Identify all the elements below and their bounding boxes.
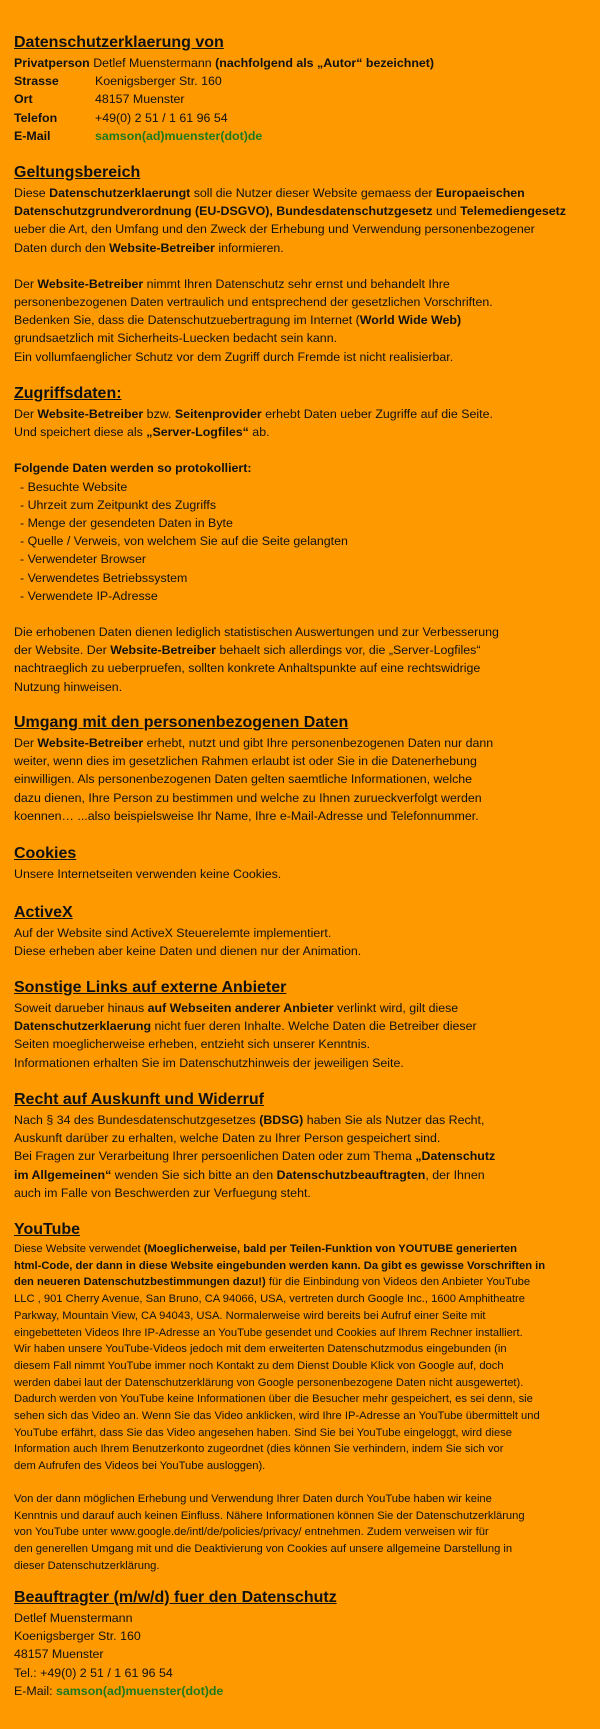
protocol-list-title: Folgende Daten werden so protokolliert: — [14, 461, 252, 476]
geltung-section: Geltungsbereich Diese Datenschutzerklaerungt soll die Nutzer dieser Website gemaess der Europaeischen Datenschutzgrundverordnung (EU-DSGVO), Bundesdatenschutzgesetz und Telemediengesetz ueber die Art, den Umfang und den Zweck der Erhebung und Verwendung personenbezogener Daten durch den Website-Betreiber informieren. Der Website-Betreiber nimmt Ihren Datenschutz sehr ernst und behandelt Ihre personenbezogenen Daten vertraulich und entsprechend der gesetzlichen Vorschriften. Bedenken Sie, dass die Datenschutzuebertragung im Internet (World Wide Web) grundsaetzlich mit Sicherheits-Luecken bedacht sein kann. Ein vollumfaenglicher Schutz vor dem Zugriff durch Fremde ist nicht realisierbar. — [14, 162, 588, 366]
beauftragter-section: Beauftragter (m/w/d) fuer den Datenschutz Detlef Muenstermann Koenigsberger Str. 160 48157 Muenster Tel.: +49(0) 2 51 / 1 61 96 54 E-Mail: samson(ad)muenster(dot)de — [14, 1587, 588, 1700]
street-row: Strasse Koenigsberger Str. 160 — [14, 74, 222, 89]
city-row: Ort 48157 Muenster — [14, 92, 185, 107]
umgang-section: Umgang mit den personenbezogenen Daten Der Website-Betreiber erhebt, nutzt und gibt Ihre personenbezogenen Daten nur dann weiter, wenn dies im gesetzlichen Rahmen erlaubt ist oder Sie in die Datenerhebung einwilligen. Als personenbezogenen Daten gelten saemtliche Informationen, welche dazu dienen, Ihre Person zu bestimmen und welche zu Ihnen zurueckverfolgt werden koennen… ...also beispielsweise Ihr Name, Ihre e-Mail-Adresse und Telefonnummer. — [14, 712, 588, 825]
intro-heading: Datenschutzerklaerung von — [14, 34, 224, 51]
list-item: - Uhrzeit zum Zeitpunkt des Zugriffs — [20, 497, 217, 512]
list-item: - Besuchte Website — [20, 479, 128, 494]
phone-row: Telefon +49(0) 2 51 / 1 61 96 54 — [14, 110, 228, 125]
list-item: - Verwendeter Browser — [20, 552, 147, 567]
zugriff-heading: Zugriffsdaten: — [14, 385, 122, 402]
person-line: Privatperson Detlef Muenstermann (nachfolgend als „Autor“ bezeichnet) — [14, 56, 435, 70]
activex-heading: ActiveX — [14, 904, 73, 921]
email-link[interactable]: samson(ad)muenster(dot)de — [95, 128, 263, 143]
cookies-section: Cookies Unsere Internetseiten verwenden keine Cookies. — [14, 843, 588, 883]
zugriff-section: Zugriffsdaten: Der Website-Betreiber bzw. Seitenprovider erhebt Daten ueber Zugriffe auf die Seite. Und speichert diese als „Server-Logfiles“ ab. Folgende Daten werden so protokolliert: - Besuchte Website - Uhrzeit zum Zeitpunkt des Zugriffs - Menge der gesendeten Daten in Byte - Quelle / Verweis, von welchem Sie auf die Seite gelangten - Verwendeter Browser - Verwendetes Betriebssystem - Verwendete IP-Adresse Die erhobenen Daten dienen lediglich statistischen Auswertungen und zur Verbesserung der Website. Der Website-Betreiber behaelt sich allerdings vor, die „Server-Logfiles“ nachtraeglich zu ueberpruefen, sollten konkrete Anhaltspunkte auf eine rechtswidrige Nutzung hinweisen. — [14, 383, 588, 696]
list-item: - Verwendetes Betriebssystem — [20, 570, 188, 585]
intro-section — [14, 32, 588, 145]
links-heading: Sonstige Links auf externe Anbieter — [14, 979, 287, 996]
geltung-heading: Geltungsbereich — [14, 164, 141, 181]
beauftragter-heading: Beauftragter (m/w/d) fuer den Datenschutz — [14, 1589, 337, 1606]
youtube-section: YouTube Diese Website verwendet (Moeglicherweise, bald per Teilen-Funktion von YOUTUBE generierten html-Code, der dann in diese Website eingebunden werden kann. Da gibt es gewisse Vorschriften in den neueren Datenschutzbestimmungen dazu!) für die Einbindung von Videos den Anbieter YouTube LLC , 901 Cherry Avenue, San Bruno, CA 94066, USA, vertreten durch Google Inc., 1600 Amphitheatre Parkway, Mountain View, CA 94043, USA. Normalerweise wird bereits bei Aufruf einer Seite mit eingebetteten Videos Ihre IP-Adresse an YouTube gesendet und Cookies auf Ihrem Rechner installiert. Wir haben unsere YouTube-Videos jedoch mit dem erweiterten Datenschutzmodus eingebunden (in diesem Fall nimmt YouTube immer noch Kontakt zu dem Dienst Double Klick von Google auf, doch werden dabei laut der Datenschutzerklärung von Google personenbezogene Daten nicht ausgewertet). Dadurch werden von YouTube keine Informationen über die Besucher mehr gespeichert, es sei denn, sie sehen sich das Video an. Wenn Sie das Video anklicken, wird Ihre IP-Adresse an YouTube übermittelt und YouTube erfährt, dass Sie das Video angesehen haben. Sind Sie bei YouTube eingeloggt, wird diese Information auch Ihrem Benutzerkonto zugeordnet (dies können Sie verhindern, indem Sie sich vor dem Aufrufen des Videos bei YouTube ausloggen). Von der dann möglichen Erhebung und Verwendung Ihrer Daten durch YouTube haben wir keine Kenntnis und darauf auch keinen Einfluss. Nähere Informationen können Sie der Datenschutzerklärung von YouTube unter www.google.de/intl/de/policies/privacy/ entnehmen. Zudem verweisen wir für den generellen Umgang mit und die Deaktivierung von Cookies auf unsere allgemeine Darstellung in dieser Datenschutzerklärung. — [14, 1219, 588, 1574]
email-link[interactable]: samson(ad)muenster(dot)de — [56, 1683, 224, 1698]
cookies-heading: Cookies — [14, 845, 77, 862]
recht-heading: Recht auf Auskunft und Widerruf — [14, 1091, 264, 1108]
umgang-heading: Umgang mit den personenbezogenen Daten — [14, 714, 349, 731]
activex-section: ActiveX Auf der Website sind ActiveX Steuerelemte implementiert. Diese erheben aber keine Daten und dienen nur der Animation. — [14, 902, 588, 960]
list-item: - Quelle / Verweis, von welchem Sie auf die Seite gelangten — [20, 534, 348, 549]
links-section: Sonstige Links auf externe Anbieter Soweit darueber hinaus auf Webseiten anderer Anbieter verlinkt wird, gilt diese Datenschutzerklaerung nicht fuer deren Inhalte. Welche Daten die Betreiber dieser Seiten moeglicherweise erheben, entzieht sich unserer Kenntnis. Informationen erhalten Sie im Datenschutzhinweis der jeweiligen Seite. — [14, 977, 588, 1072]
recht-section: Recht auf Auskunft und Widerruf Nach § 34 des Bundesdatenschutzgesetzes (BDSG) haben Sie als Nutzer das Recht, Auskunft darüber zu erhalten, welche Daten zu Ihrer Person gespeichert sind. Bei Fragen zur Verarbeitung Ihrer persoenlichen Daten oder zum Thema „Datenschutz im Allgemeinen“ wenden Sie sich bitte an den Datenschutzbeauftragten, der Ihnen auch im Falle von Beschwerden zur Verfuegung steht. — [14, 1089, 588, 1202]
email-row: E-Mail samson(ad)muenster(dot)de — [14, 128, 263, 143]
youtube-heading: YouTube — [14, 1221, 81, 1238]
list-item: - Menge der gesendeten Daten in Byte — [20, 516, 233, 531]
list-item: - Verwendete IP-Adresse — [20, 588, 158, 603]
